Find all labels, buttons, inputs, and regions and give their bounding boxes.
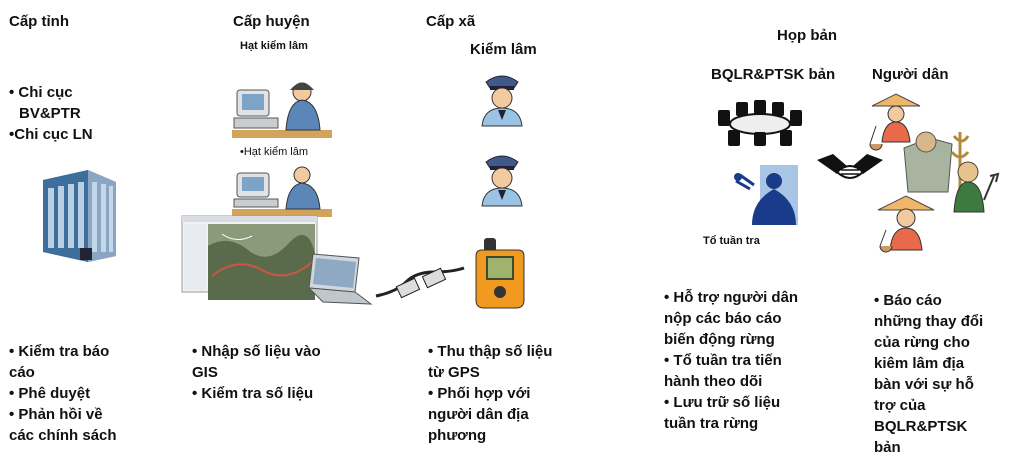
- task-line: của rừng cho: [874, 334, 970, 351]
- task-line: những thay đổi: [874, 313, 984, 330]
- district-tasks: [192, 341, 321, 404]
- commune-tasks: [428, 341, 552, 446]
- patrol-team-label: Tổ tuần tra: [703, 235, 760, 247]
- task-line: BQLR&PTSK: [874, 418, 968, 435]
- task-line: phương: [428, 427, 487, 444]
- village-meeting-title: Họp bản: [777, 27, 837, 44]
- commune-level-title: Cấp xã: [426, 13, 476, 30]
- province-unit-line: • Chi cục: [9, 84, 73, 101]
- task-line: nộp các báo cáo: [664, 310, 782, 327]
- ranger-icon: [474, 150, 530, 206]
- task-line: bản: [874, 439, 901, 456]
- province-tasks: [9, 341, 117, 446]
- task-line: cáo: [9, 364, 35, 381]
- village-tasks-left: [664, 287, 798, 434]
- gps-device-icon: [470, 236, 532, 311]
- commune-unit: Kiểm lâm: [470, 41, 537, 58]
- task-line: hành theo dõi: [664, 373, 763, 390]
- province-unit-line: BV&PTR: [19, 105, 81, 122]
- province-level-title: Cấp tỉnh: [9, 13, 69, 30]
- ranger-icon: [474, 70, 530, 126]
- task-line: • Phối hợp với: [428, 385, 531, 402]
- task-line: • Phản hồi về: [9, 406, 103, 423]
- task-line: tuần tra rừng: [664, 415, 759, 432]
- province-units: [9, 82, 93, 145]
- district-level-title: Cấp huyện: [233, 13, 310, 30]
- task-line: GIS: [192, 364, 218, 381]
- task-line: biến động rừng: [664, 331, 775, 348]
- office-building-icon: [28, 168, 128, 263]
- task-line: • Kiểm tra số liệu: [192, 385, 314, 402]
- district-unit-top: Hạt kiểm lâm: [240, 40, 308, 52]
- village-tasks-right: [874, 290, 983, 458]
- meeting-table-icon: [710, 98, 808, 148]
- task-line: • Lưu trữ số liệu: [664, 394, 781, 411]
- district-unit-mid: •Hạt kiểm lâm: [240, 146, 309, 158]
- patrol-team-icon: [730, 165, 800, 229]
- task-line: các chính sách: [9, 427, 117, 444]
- province-unit-line: •Chi cục LN: [9, 126, 93, 143]
- task-line: • Hỗ trợ người dân: [664, 289, 799, 306]
- task-line: người dân địa: [428, 406, 529, 423]
- usb-cable-icon: [372, 262, 467, 307]
- village-board-label: BQLR&PTSK bản: [711, 66, 836, 83]
- laptop-icon: [305, 252, 373, 310]
- task-line: • Báo cáo: [874, 292, 942, 309]
- task-line: bàn với sự hỗ: [874, 376, 974, 393]
- task-line: trợ của: [874, 397, 926, 414]
- task-line: • Kiểm tra báo: [9, 343, 110, 360]
- gis-map-screenshot: [182, 216, 317, 292]
- village-people-label: Người dân: [872, 66, 949, 83]
- task-line: • Nhập số liệu vào: [192, 343, 321, 360]
- task-line: kiêm lâm địa: [874, 355, 965, 372]
- villagers-icon: [864, 92, 1004, 252]
- task-line: từ GPS: [428, 364, 480, 381]
- task-line: • Tổ tuần tra tiến: [664, 352, 782, 369]
- office-worker-icon: [232, 80, 332, 142]
- office-worker-icon: [232, 165, 332, 220]
- task-line: • Phê duyệt: [9, 385, 91, 402]
- task-line: • Thu thập số liệu: [428, 343, 553, 360]
